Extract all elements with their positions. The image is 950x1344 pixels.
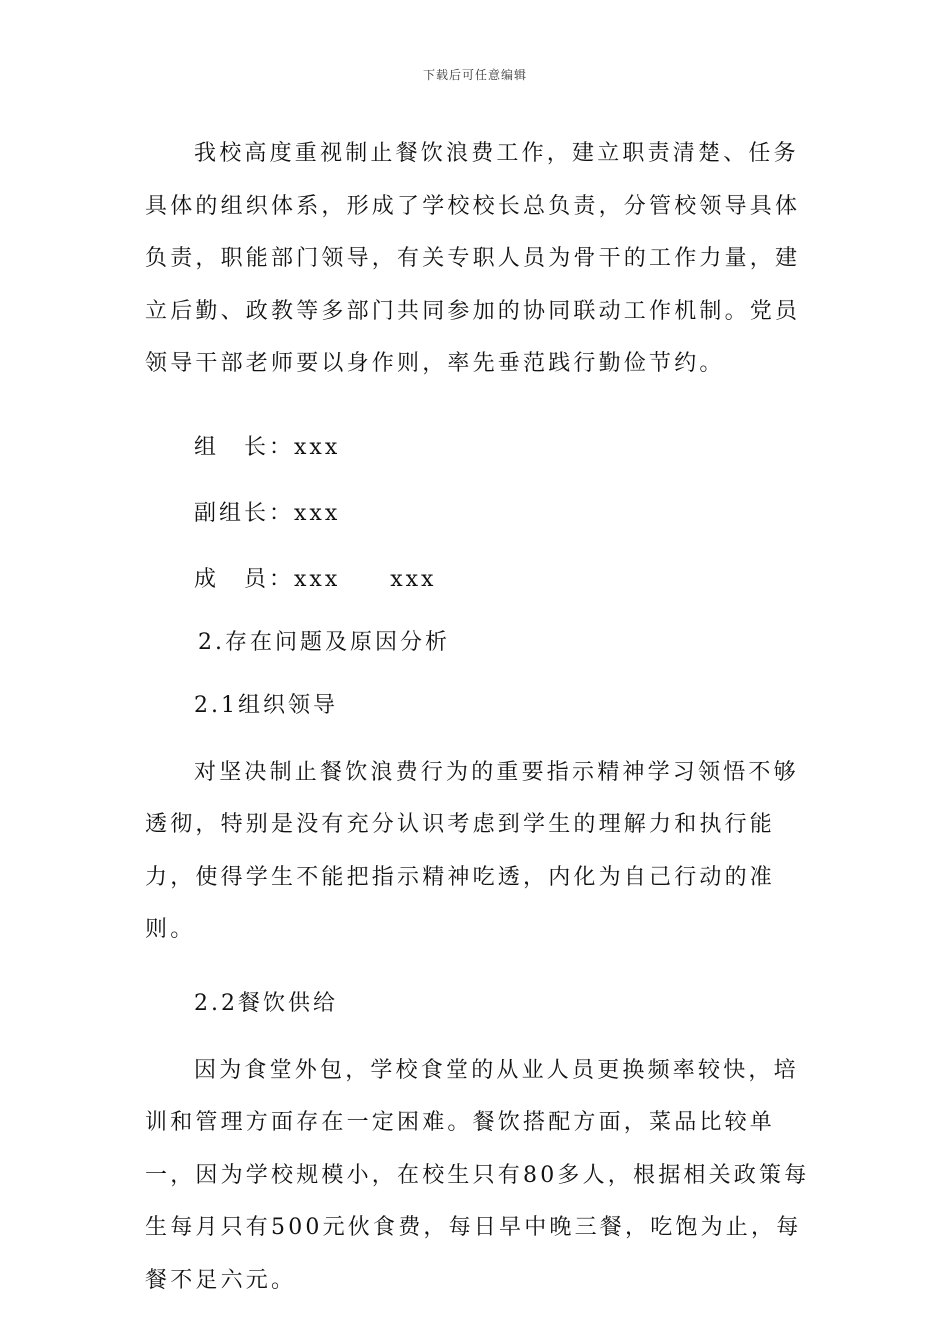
deputy-leader-line: 副组长：xxx: [194, 500, 341, 526]
members-line: 成 员：xxx xxx: [194, 566, 437, 592]
page-header: 下载后可任意编辑: [422, 68, 527, 82]
section-heading-2-1: 2.1组织领导: [194, 692, 338, 718]
paragraph-catering-issues: 因为食堂外包，学校食堂的从业人员更换频率较快，培训和管理方面存在一定困难。餐饮搭配方面，菜品比较单一，因为学校规模小，在校生只有80多人，根据相关政策每生每月只有500元伙食费，每日早中晚三餐，吃饱为止，每餐不足六元。: [145, 1057, 810, 1293]
document-body: [145, 128, 813, 1307]
paragraph-leadership-issues: 对坚决制止餐饮浪费行为的重要指示精神学习领悟不够透彻，特别是没有充分认识考虑到学生的理解力和执行能力，使得学生不能把指示精神吃透，内化为自己行动的准则。: [145, 759, 799, 942]
paragraph-organization: 我校高度重视制止餐饮浪费工作，建立职责清楚、任务具体的组织体系，形成了学校校长总负责，分管校领导具体负责，职能部门领导，有关专职人员为骨干的工作力量，建立后勤、政教等多部门共同参加的协同联动工作机制。党员领导干部老师要以身作则，率先垂范践行勤俭节约。: [145, 141, 801, 376]
section-heading-2: 2.存在问题及原因分析: [198, 629, 450, 655]
section-heading-2-2: 2.2餐饮供给: [194, 990, 338, 1016]
team-leader-line: 组 长：xxx: [194, 434, 341, 460]
